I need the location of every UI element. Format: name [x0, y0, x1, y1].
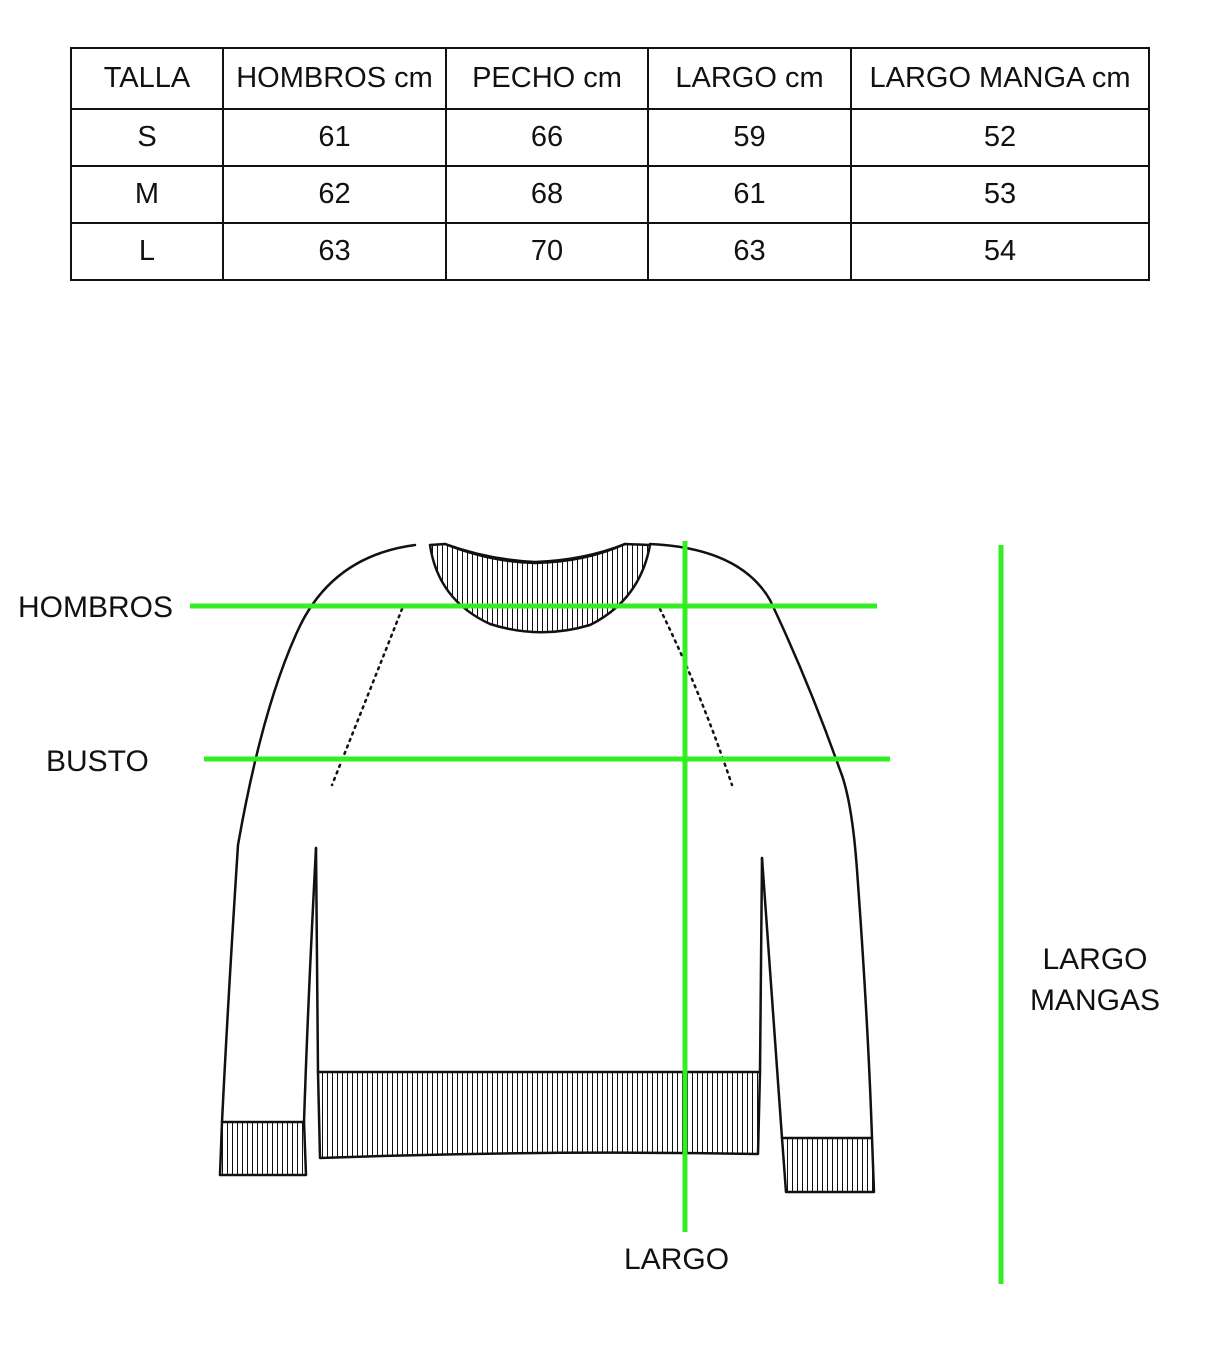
cell-hombros: 63: [223, 223, 446, 280]
cell-largo: 61: [648, 166, 851, 223]
size-table: [70, 47, 1150, 281]
sleeve-length-label: [1020, 939, 1170, 1021]
cell-size: S: [71, 109, 223, 166]
left-cuff: [220, 1122, 306, 1175]
left-sleeve-inner: [304, 848, 316, 1122]
cell-largo: 59: [648, 109, 851, 166]
right-sleeve-inner: [762, 858, 782, 1138]
table-row: [71, 223, 1149, 280]
cell-size: M: [71, 166, 223, 223]
cell-pecho: 66: [446, 109, 648, 166]
left-sleeve-outer: [222, 545, 415, 1122]
cell-pecho: 70: [446, 223, 648, 280]
right-cuff: [782, 1138, 874, 1192]
header-hombros: HOMBROS cm: [223, 48, 446, 109]
header-largo: LARGO cm: [648, 48, 851, 109]
cell-size: L: [71, 223, 223, 280]
table-header-row: [71, 48, 1149, 109]
cell-pecho: 68: [446, 166, 648, 223]
cell-largo-manga: 54: [851, 223, 1149, 280]
bust-label: BUSTO: [46, 745, 149, 778]
sleeve-label-line-1: LARGO: [1042, 943, 1148, 976]
body-right-side: [760, 858, 762, 1072]
header-talla: TALLA: [71, 48, 223, 109]
header-pecho: PECHO cm: [446, 48, 648, 109]
hem-rib: [318, 1072, 760, 1158]
body-left-side: [316, 848, 318, 1072]
cell-largo-manga: 52: [851, 109, 1149, 166]
neck-rib: [430, 544, 650, 632]
header-largo-manga: LARGO MANGA cm: [851, 48, 1149, 109]
cell-hombros: 61: [223, 109, 446, 166]
cell-largo: 63: [648, 223, 851, 280]
shoulders-label: HOMBROS: [18, 591, 174, 624]
cell-largo-manga: 53: [851, 166, 1149, 223]
cell-hombros: 62: [223, 166, 446, 223]
right-raglan-seam: [660, 609, 732, 785]
right-sleeve-outer: [650, 544, 872, 1138]
neckline-back: [445, 544, 625, 563]
table-row: [71, 109, 1149, 166]
left-raglan-seam: [332, 609, 402, 785]
sleeve-label-line-2: MANGAS: [1029, 984, 1161, 1017]
table-row: [71, 166, 1149, 223]
length-label: LARGO: [624, 1243, 730, 1276]
